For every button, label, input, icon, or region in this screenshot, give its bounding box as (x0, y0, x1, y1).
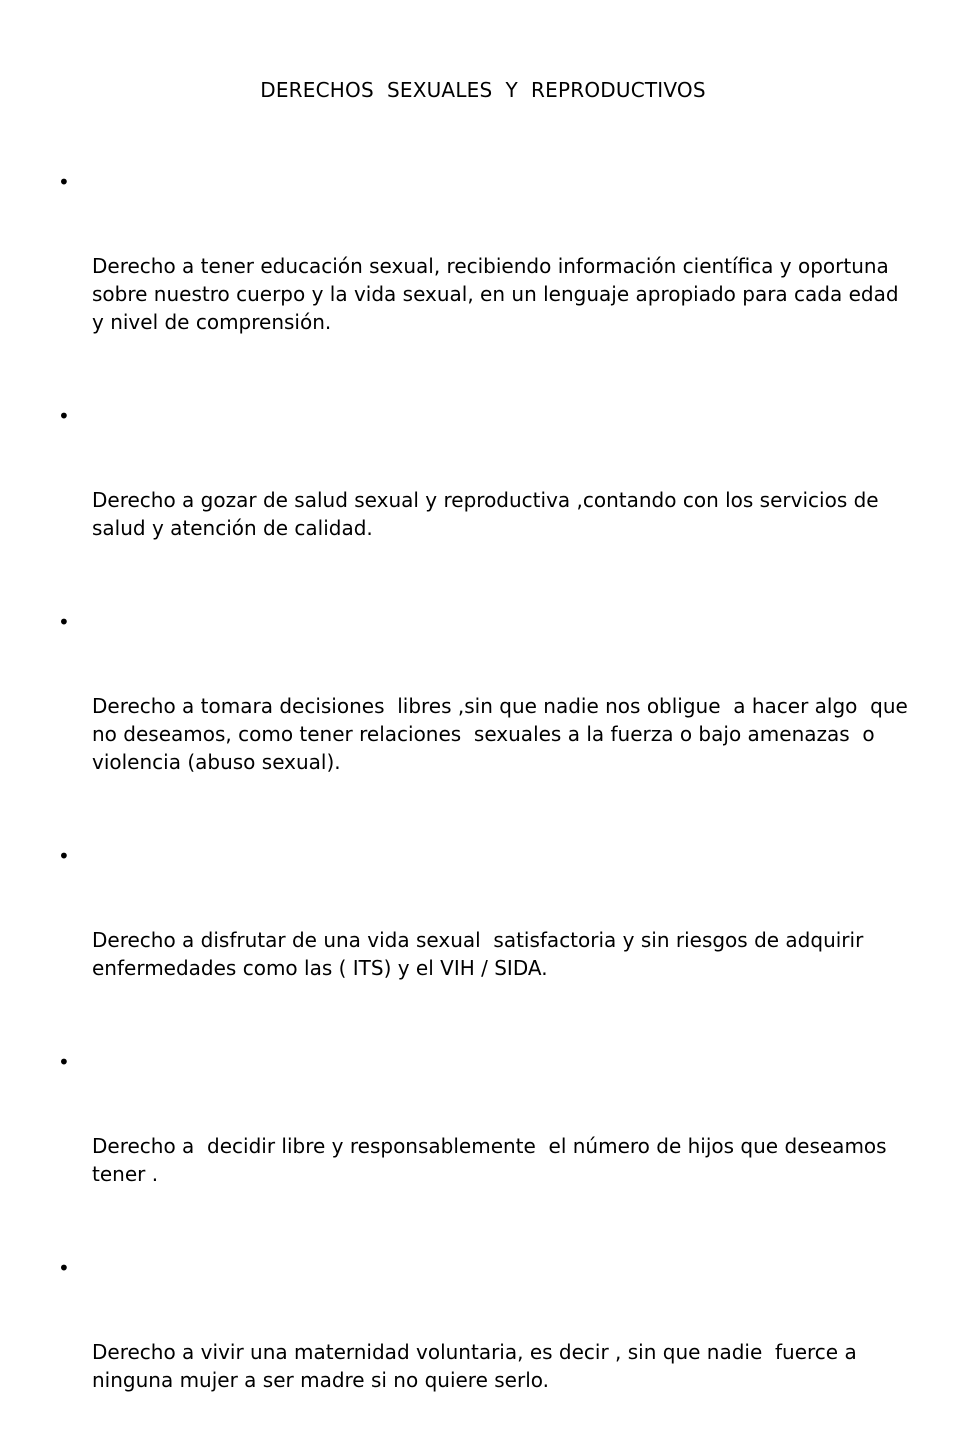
list-item (58, 168, 912, 392)
bullet-icon: • (58, 610, 70, 634)
list-item (58, 608, 915, 832)
bullet-text: Derecho a disfrutar de una vida sexual satisfactoria y sin riesgos de adquirir enfermedades como las ( ITS) y el VIH / SIDA. (92, 928, 870, 980)
bullet-icon: • (58, 170, 70, 194)
bullet-text: Derecho a vivir una maternidad voluntaria, es decir , sin que nadie fuerce a ninguna mujer a ser madre si no quiere serlo. (92, 1340, 864, 1392)
list-item (58, 1254, 908, 1440)
list-item (58, 402, 908, 598)
list-item (58, 1048, 908, 1244)
bullet-text: Derecho a tomara decisiones libres ,sin que nadie nos obligue a hacer algo que no deseamos, como tener relaciones sexuales a la fuerza o bajo amenazas o violencia (abuso sexual). (92, 694, 915, 774)
bullet-text: Derecho a tener educación sexual, recibiendo información científica y oportuna sobre nuestro cuerpo y la vida sexual, en un lenguaje apropiado para cada edad y nivel de comprensión. (92, 254, 912, 334)
list-item (58, 842, 908, 1038)
bullet-text: Derecho a gozar de salud sexual y reproductiva ,contando con los servicios de salud y atención de calidad. (92, 488, 885, 540)
bullet-icon: • (58, 844, 70, 868)
bullet-text: Derecho a decidir libre y responsablemente el número de hijos que deseamos tener . (92, 1134, 893, 1186)
bullet-list (58, 168, 915, 1440)
bullet-icon: • (58, 404, 70, 428)
bullet-icon: • (58, 1050, 70, 1074)
bullet-icon: • (58, 1256, 70, 1280)
slide-title: DERECHOS SEXUALES Y REPRODUCTIVOS (260, 78, 706, 102)
